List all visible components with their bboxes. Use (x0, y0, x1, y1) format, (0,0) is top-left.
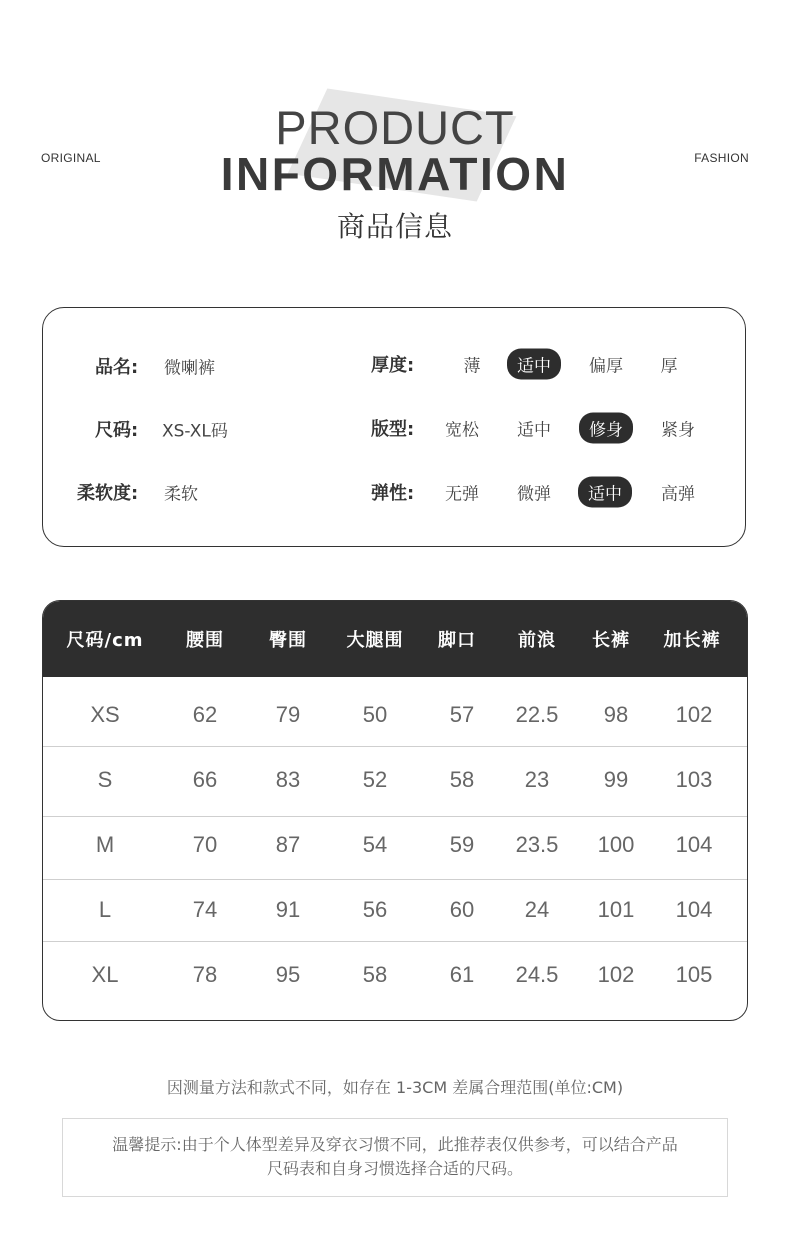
attr-softness-label: 柔软度: (77, 483, 139, 504)
table-cell: 58 (449, 767, 475, 792)
measurement-note: 因测量方法和款式不同，如存在 1-3CM 差属合理范围(单位:CM) (166, 1078, 624, 1097)
header-long: 长裤 (592, 630, 630, 651)
table-cell: 52 (362, 767, 388, 792)
attr-name-label: 品名: (95, 357, 139, 378)
tip-text (77, 1133, 713, 1181)
title-product: PRODUCT (275, 101, 515, 154)
tip-line-2: 尺码表和自身习惯选择合适的尺码。 (266, 1159, 523, 1178)
table-cell: 79 (275, 702, 301, 727)
table-cell: 50 (362, 702, 388, 727)
table-cell: 23 (524, 767, 550, 792)
attr-size-label: 尺码: (95, 420, 139, 441)
table-cell: 101 (597, 897, 635, 922)
table-cell: 95 (275, 962, 301, 987)
row-divider (43, 941, 747, 942)
title-chinese: 商品信息 (336, 210, 453, 243)
elasticity-option: 微弹 (517, 484, 551, 505)
elasticity-option: 高弹 (661, 484, 695, 505)
table-cell: 104 (675, 897, 713, 922)
fit-option: 宽松 (445, 420, 479, 441)
table-cell: 78 (192, 962, 218, 987)
attr-softness-value: 柔软 (164, 484, 198, 505)
table-cell: 103 (675, 767, 713, 792)
table-cell: 83 (275, 767, 301, 792)
header-thigh: 大腿围 (346, 630, 404, 651)
attr-fit-label: 版型: (371, 419, 415, 440)
table-cell: 91 (275, 897, 301, 922)
fit-option-selected: 修身 (579, 413, 633, 444)
table-cell: 24 (524, 897, 550, 922)
size-cell: XL (91, 962, 119, 987)
table-cell: 61 (449, 962, 475, 987)
thickness-option: 偏厚 (589, 356, 623, 377)
attr-elasticity-label: 弹性: (371, 483, 415, 504)
size-cell: XS (90, 702, 120, 727)
header-hem: 脚口 (438, 630, 476, 651)
table-cell: 66 (192, 767, 218, 792)
table-cell: 24.5 (515, 962, 559, 987)
row-divider (43, 879, 747, 880)
fit-option: 适中 (517, 420, 551, 441)
table-cell: 62 (192, 702, 218, 727)
thickness-option: 厚 (660, 356, 678, 377)
table-cell: 100 (597, 832, 635, 857)
header-extra-long: 加长裤 (663, 630, 721, 651)
table-cell: 59 (449, 832, 475, 857)
size-table (42, 600, 748, 1021)
table-cell: 23.5 (515, 832, 559, 857)
table-cell: 57 (449, 702, 475, 727)
table-header (43, 601, 747, 677)
attributes-box (42, 307, 746, 547)
table-cell: 22.5 (515, 702, 559, 727)
table-cell: 70 (192, 832, 218, 857)
header-front-rise: 前浪 (518, 630, 556, 651)
size-cell: S (97, 767, 113, 792)
table-cell: 56 (362, 897, 388, 922)
attr-name-value: 微喇裤 (164, 358, 215, 379)
thickness-option: 薄 (463, 356, 481, 377)
table-cell: 102 (675, 702, 713, 727)
side-label-fashion: FASHION (694, 151, 749, 165)
fit-option: 紧身 (661, 420, 695, 441)
attr-size-value: XS-XL码 (162, 421, 228, 442)
elasticity-option-selected: 适中 (578, 477, 632, 508)
table-cell: 58 (362, 962, 388, 987)
table-cell: 54 (362, 832, 388, 857)
tip-box (62, 1118, 728, 1197)
header-waist: 腰围 (186, 630, 224, 651)
row-divider (43, 816, 747, 817)
table-cell: 60 (449, 897, 475, 922)
table-cell: 98 (603, 702, 629, 727)
tip-line-1: 温馨提示:由于个人体型差异及穿衣习惯不同，此推荐表仅供参考，可以结合产品 (112, 1135, 678, 1154)
table-cell: 105 (675, 962, 713, 987)
table-cell: 74 (192, 897, 218, 922)
table-cell: 99 (603, 767, 629, 792)
thickness-option-selected: 适中 (507, 349, 561, 380)
table-cell: 104 (675, 832, 713, 857)
size-cell: L (98, 897, 112, 922)
side-label-original: ORIGINAL (41, 151, 101, 165)
table-cell: 87 (275, 832, 301, 857)
attr-thickness-label: 厚度: (371, 355, 415, 376)
row-divider (43, 746, 747, 747)
header-size: 尺码/cm (66, 630, 144, 651)
size-cell: M (95, 832, 115, 857)
header-hip: 臀围 (269, 630, 307, 651)
table-cell: 102 (597, 962, 635, 987)
elasticity-option: 无弹 (445, 484, 479, 505)
title-information: INFORMATION (220, 148, 570, 200)
